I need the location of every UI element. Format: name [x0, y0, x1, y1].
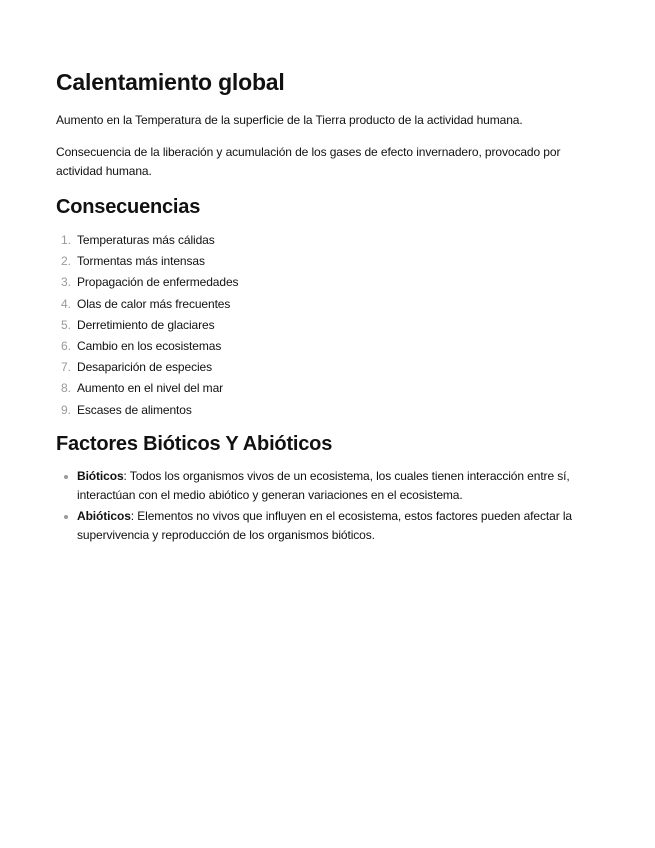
consequences-list — [56, 230, 599, 421]
list-item-number: 8. — [61, 381, 71, 396]
list-item-text: Desaparición de especies — [77, 360, 213, 375]
list-item — [56, 336, 599, 357]
list-item — [56, 507, 599, 546]
consequences-heading: Consecuencias — [56, 196, 201, 218]
list-item-text: Tormentas más intensas — [77, 254, 205, 269]
bullet-icon — [64, 475, 68, 479]
list-item — [56, 400, 599, 421]
list-item — [56, 251, 599, 272]
factors-list — [56, 467, 599, 546]
factor-term: Abióticos — [77, 508, 131, 523]
list-item-text: Olas de calor más frecuentes — [77, 296, 231, 311]
list-item — [56, 357, 599, 378]
list-item — [56, 378, 599, 399]
list-item-number: 3. — [61, 275, 71, 290]
intro-paragraph-2: Consecuencia de la liberación y acumulación de los gases de efecto invernadero, provocado por actividad humana. — [56, 145, 561, 178]
list-item-text: Aumento en el nivel del mar — [77, 381, 224, 396]
list-item-number: 5. — [61, 317, 71, 332]
factor-description: : Todos los organismos vivos de un ecosistema, los cuales tienen interacción entre sí, interactúan con el medio abiótico y generan variaciones en el ecosistema. — [77, 468, 570, 503]
list-item-text: Cambio en los ecosistemas — [77, 339, 222, 354]
list-item — [56, 272, 599, 293]
factor-term: Bióticos — [77, 468, 124, 483]
factors-heading: Factores Bióticos Y Abióticos — [56, 432, 333, 455]
list-item-text: Escases de alimentos — [77, 402, 192, 417]
list-item-number: 6. — [61, 339, 71, 354]
list-item-number: 9. — [61, 402, 71, 417]
list-item — [56, 230, 599, 251]
list-item-number: 2. — [61, 254, 71, 269]
list-item — [56, 467, 599, 506]
list-item-number: 7. — [61, 360, 71, 375]
list-item — [56, 294, 599, 315]
list-item-number: 1. — [61, 233, 71, 247]
bullet-icon — [64, 515, 68, 519]
list-item — [56, 315, 599, 336]
list-item-number: 4. — [61, 296, 71, 311]
intro-paragraph-1: Aumento en la Temperatura de la superficie de la Tierra producto de la actividad humana. — [56, 113, 523, 127]
page-title: Calentamiento global — [56, 69, 285, 95]
list-item-text: Temperaturas más cálidas — [77, 233, 215, 247]
factor-description: : Elementos no vivos que influyen en el ecosistema, estos factores pueden afectar la supervivencia y reproducción de los organismos bióticos. — [77, 508, 572, 543]
list-item-text: Derretimiento de glaciares — [77, 317, 215, 332]
list-item-text: Propagación de enfermedades — [77, 275, 239, 290]
